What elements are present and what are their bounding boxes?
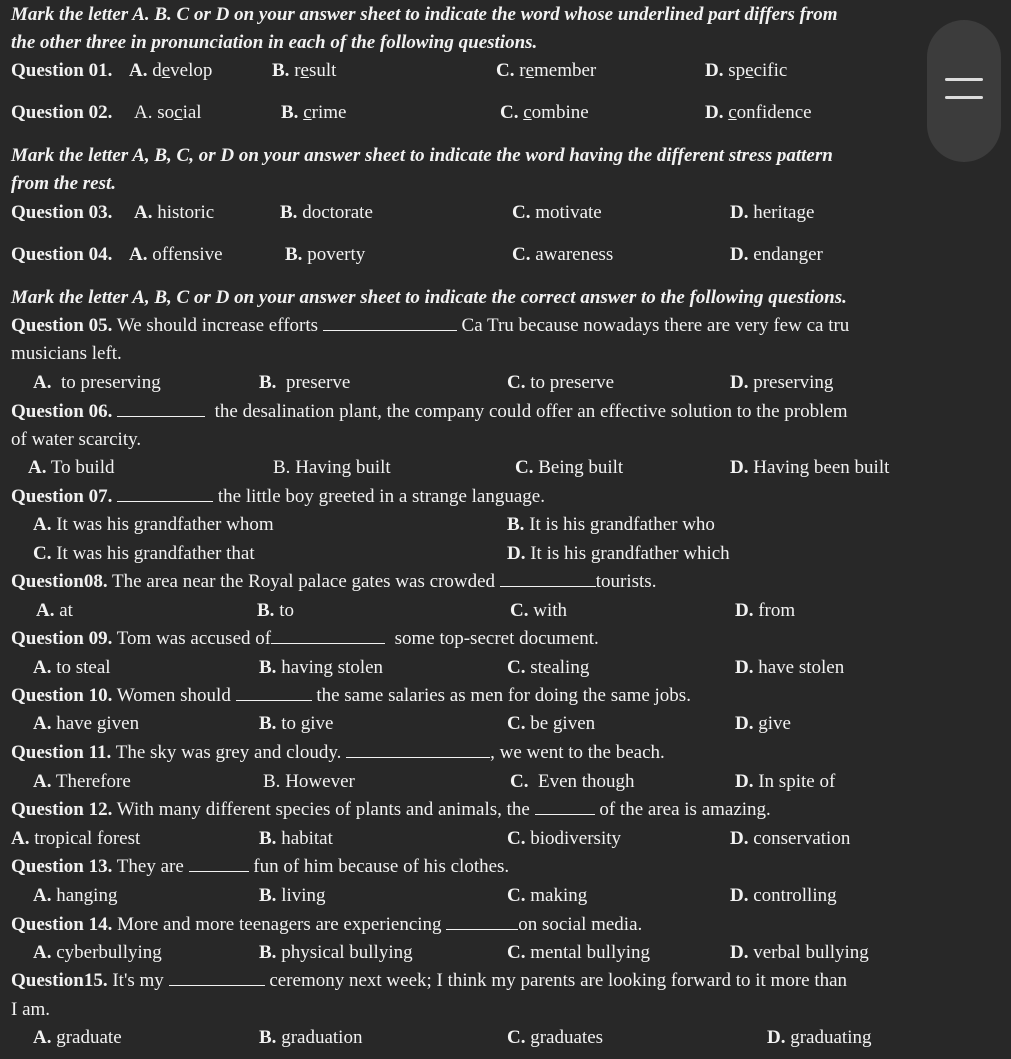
question-15-continued: I am. xyxy=(11,999,51,1020)
question-13: Question 13. They are fun of him because of his clothes. xyxy=(11,856,510,877)
answer-blank xyxy=(189,856,249,872)
question-label: Question 01. xyxy=(11,60,113,81)
q07-option-c[interactable]: C. It was his grandfather that xyxy=(33,543,255,564)
q01-option-c[interactable]: C. remember xyxy=(496,60,597,81)
drag-handle[interactable] xyxy=(927,20,1001,162)
answer-blank xyxy=(236,685,312,701)
question-09: Question 09. Tom was accused of some top-secret document. xyxy=(11,628,599,649)
question-05: Question 05. We should increase efforts Ca Tru because nowadays there are very few ca tru xyxy=(11,315,850,336)
answer-blank xyxy=(169,970,265,986)
question-label: Question 02. xyxy=(11,102,113,123)
q09-option-c[interactable]: C. stealing xyxy=(507,657,590,678)
answer-blank xyxy=(535,799,595,815)
question-07: Question 07. the little boy greeted in a strange language. xyxy=(11,486,545,507)
q14-option-d[interactable]: D. verbal bullying xyxy=(730,942,869,963)
q07-option-b[interactable]: B. It is his grandfather who xyxy=(507,514,715,535)
q03-option-c[interactable]: C. motivate xyxy=(512,202,602,223)
q03-option-d[interactable]: D. heritage xyxy=(730,202,815,223)
question-06: Question 06. the desalination plant, the company could offer an effective solution to the problem xyxy=(11,401,848,422)
instruction-pronunciation-line1: Mark the letter A. B. C or D on your answer sheet to indicate the word whose underlined part differs from xyxy=(11,4,838,25)
q13-option-b[interactable]: B. living xyxy=(259,885,326,906)
q08-option-b[interactable]: B. to xyxy=(257,600,294,621)
q15-option-b[interactable]: B. graduation xyxy=(259,1027,363,1048)
q06-option-c[interactable]: C. Being built xyxy=(515,457,624,478)
q11-option-a[interactable]: A. Therefore xyxy=(33,771,131,792)
answer-blank xyxy=(446,914,518,930)
q10-option-a[interactable]: A. have given xyxy=(33,713,140,734)
q07-option-a[interactable]: A. It was his grandfather whom xyxy=(33,514,274,535)
q02-option-a[interactable]: A. social xyxy=(134,102,202,123)
q09-option-d[interactable]: D. have stolen xyxy=(735,657,845,678)
q08-option-a[interactable]: A. at xyxy=(36,600,73,621)
q04-option-a[interactable]: A. offensive xyxy=(129,244,223,265)
q06-option-d[interactable]: D. Having been built xyxy=(730,457,890,478)
q03-option-a[interactable]: A. historic xyxy=(134,202,215,223)
answer-blank xyxy=(117,486,213,502)
q01-option-b[interactable]: B. result xyxy=(272,60,337,81)
q01-option-d[interactable]: D. specific xyxy=(705,60,788,81)
q02-option-c[interactable]: C. combine xyxy=(500,102,589,123)
q08-option-d[interactable]: D. from xyxy=(735,600,796,621)
question-12: Question 12. With many different species of plants and animals, the of the area is amazing. xyxy=(11,799,771,820)
q14-option-a[interactable]: A. cyberbullying xyxy=(33,942,162,963)
q10-option-b[interactable]: B. to give xyxy=(259,713,334,734)
question-14: Question 14. More and more teenagers are experiencing on social media. xyxy=(11,914,643,935)
q02-option-d[interactable]: D. confidence xyxy=(705,102,812,123)
q05-option-b[interactable]: B. preserve xyxy=(259,372,351,393)
q04-option-d[interactable]: D. endanger xyxy=(730,244,823,265)
q04-option-b[interactable]: B. poverty xyxy=(285,244,366,265)
q05-option-a[interactable]: A. to preserving xyxy=(33,372,161,393)
q10-option-c[interactable]: C. be given xyxy=(507,713,596,734)
question-01 xyxy=(11,60,112,82)
instruction-pronunciation-line2: the other three in pronunciation in each of the following questions. xyxy=(11,32,538,53)
q04-option-c[interactable]: C. awareness xyxy=(512,244,614,265)
q13-option-c[interactable]: C. making xyxy=(507,885,588,906)
q01-option-a[interactable]: A. develop xyxy=(129,60,213,81)
answer-blank xyxy=(271,628,385,644)
q15-option-c[interactable]: C. graduates xyxy=(507,1027,604,1048)
instruction-stress-line1: Mark the letter A, B, C, or D on your answer sheet to indicate the word having the different stress pattern xyxy=(11,145,833,166)
q12-option-c[interactable]: C. biodiversity xyxy=(507,828,622,849)
q11-option-b[interactable]: B. However xyxy=(263,771,355,792)
instruction-stress-line2: from the rest. xyxy=(11,173,117,194)
q06-option-a[interactable]: A. To build xyxy=(28,457,115,478)
q15-option-d[interactable]: D. graduating xyxy=(767,1027,872,1048)
answer-blank xyxy=(346,742,490,758)
question-06-continued: of water scarcity. xyxy=(11,429,142,450)
q13-option-d[interactable]: D. controlling xyxy=(730,885,837,906)
q14-option-c[interactable]: C. mental bullying xyxy=(507,942,651,963)
answer-blank xyxy=(323,315,457,331)
question-11: Question 11. The sky was grey and cloudy. , we went to the beach. xyxy=(11,742,665,763)
q11-option-d[interactable]: D. In spite of xyxy=(735,771,836,792)
q12-option-a[interactable]: A. tropical forest xyxy=(11,828,141,849)
instruction-correct-answer: Mark the letter A, B, C or D on your answer sheet to indicate the correct answer to the following questions. xyxy=(11,287,847,308)
q09-option-b[interactable]: B. having stolen xyxy=(259,657,384,678)
question-10: Question 10. Women should the same salaries as men for doing the same jobs. xyxy=(11,685,691,706)
q05-option-d[interactable]: D. preserving xyxy=(730,372,834,393)
question-15: Question15. It's my ceremony next week; I think my parents are looking forward to it more than xyxy=(11,970,848,991)
answer-blank xyxy=(117,401,205,417)
q06-option-b[interactable]: B. Having built xyxy=(273,457,391,478)
q11-option-c[interactable]: C. Even though xyxy=(510,771,635,792)
q12-option-d[interactable]: D. conservation xyxy=(730,828,851,849)
q08-option-c[interactable]: C. with xyxy=(510,600,568,621)
q12-option-b[interactable]: B. habitat xyxy=(259,828,333,849)
q02-option-b[interactable]: B. crime xyxy=(281,102,347,123)
q13-option-a[interactable]: A. hanging xyxy=(33,885,118,906)
question-03: Question 03. xyxy=(11,202,113,223)
question-04: Question 04. xyxy=(11,244,113,265)
q07-option-d[interactable]: D. It is his grandfather which xyxy=(507,543,730,564)
q05-option-c[interactable]: C. to preserve xyxy=(507,372,615,393)
q09-option-a[interactable]: A. to steal xyxy=(33,657,111,678)
answer-blank xyxy=(500,571,596,587)
q15-option-a[interactable]: A. graduate xyxy=(33,1027,122,1048)
question-08: Question08. The area near the Royal palace gates was crowded tourists. xyxy=(11,571,657,592)
q03-option-b[interactable]: B. doctorate xyxy=(280,202,373,223)
question-05-continued: musicians left. xyxy=(11,343,122,364)
q10-option-d[interactable]: D. give xyxy=(735,713,791,734)
q14-option-b[interactable]: B. physical bullying xyxy=(259,942,413,963)
question-02 xyxy=(11,102,112,124)
